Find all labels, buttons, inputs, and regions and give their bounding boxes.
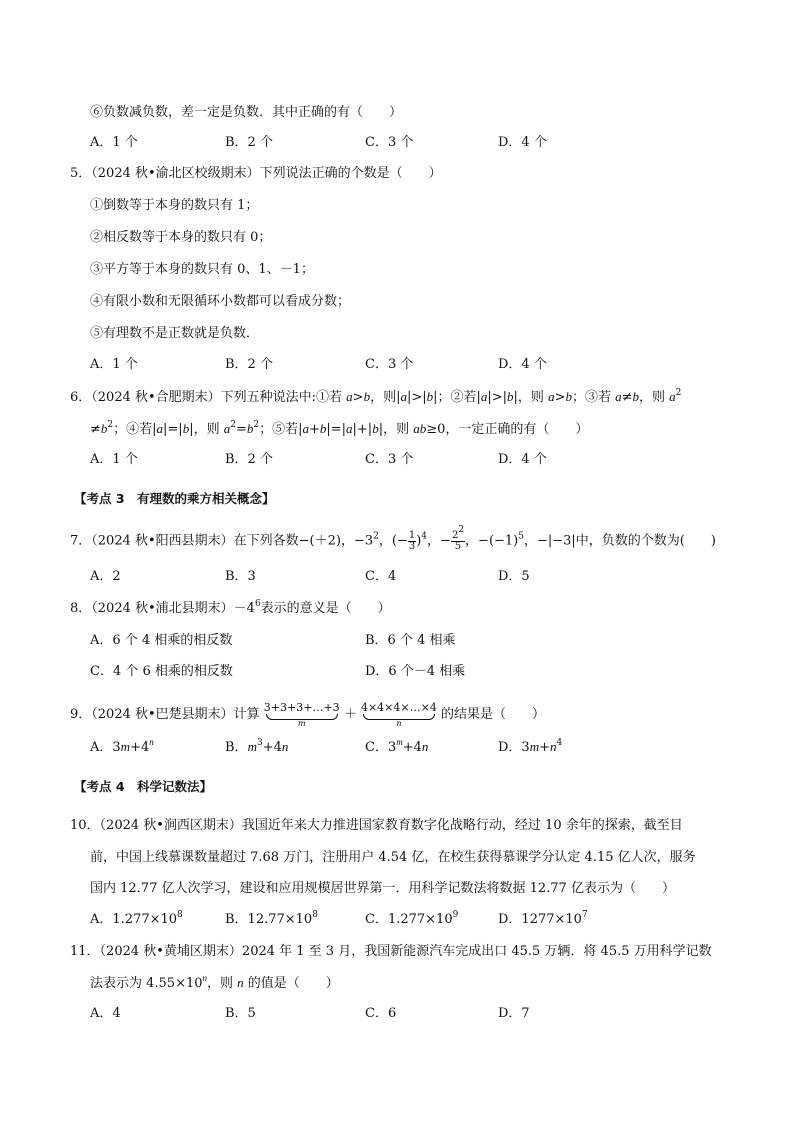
q6-stem-line1: 6．（2024 秋•合肥期末）下列五种说法中:①若 a>b，则|a|>|b|；②若|a|>|b|，则 a>b；③若 a≠b，则 $a^2$ [70,388,682,405]
q7-options [90,568,730,586]
option-a: A．1 个 [90,452,138,467]
option-c: C．6 [365,1006,397,1021]
option-a: A．2 [90,569,121,584]
section-heading-4: 【考点 4 科学记数法】 [74,779,213,794]
q5-stem: 5．（2024 秋•渝北区校级期末）下列说法正确的个数是（ ） [70,166,442,181]
option-d: D．4 个 [498,452,547,467]
q5-options [90,356,730,374]
option-b: B．5 [225,1006,256,1021]
q4-item-6: ⑥负数减负数，差一定是负数．其中正确的有（ ） [90,105,403,120]
option-b: B．2 个 [225,135,273,150]
q8-option-a: A．6 个 4 相乘的相反数 [90,633,233,648]
q9-stem: 9．（2024 秋•巴楚县期末）计算 3+3+3+…+3 m ＋ 4×4×4×…×4 n 的结果是（ ） [70,701,545,728]
option-c: C．3 个 [365,357,414,372]
q10-options [90,911,730,929]
option-d: D．5 [498,569,530,584]
option-b: B．2 个 [225,357,273,372]
q8-option-d: D．6 个－4 相乘 [365,664,466,679]
option-d: D．$1277\times 10^7$ [498,910,588,927]
option-c: C．$1.277\times 10^9$ [365,910,459,927]
q5-item-1: ①倒数等于本身的数只有 1； [90,198,259,213]
option-b: B．2 个 [225,452,273,467]
q7-stem: 7．（2024 秋•阳西县期末）在下列各数−(＋2)，$-3^2$，(− $\frac{1}{3}$ )$^4$，− $\frac{2^2}{5}$ ，$-(-1)^5$，−|−3|中，负数的个数为( ) [70,525,716,552]
q8-option-b: B．6 个 4 相乘 [365,633,456,648]
q10-line3: 国内 12.77 亿人次学习，建设和应用规模居世界第一．用科学记数法将数据 12.77 亿表示为（ ） [90,881,675,896]
option-a: A．1 个 [90,135,138,150]
sum-expression: 3+3+3+…+3 m [263,701,340,728]
q5-item-3: ③平方等于本身的数只有 0、1、－1； [90,262,314,277]
option-d: D．4 个 [498,135,547,150]
option-b: B．$12.77\times 10^8$ [225,910,318,927]
q11-line1: 11．（2024 秋•黄埔区期末）2024 年 1 至 3 月，我国新能源汽车完成出口 45.5 万辆．将 45.5 万用科学记数 [70,944,712,959]
section-heading-3: 【考点 3 有理数的乘方相关概念】 [74,491,275,506]
option-a: A．$1.277\times 10^8$ [90,910,183,927]
q8-option-c: C．4 个 6 相乘的相反数 [90,664,233,679]
option-a: A．4 [90,1006,121,1021]
product-expression: 4×4×4×…×4 n [360,701,437,728]
option-a: A．$3m+4^n$ [90,737,154,755]
q11-line2: 法表示为 $4.55\times 10^n$，则 n 的值是（ ） [90,973,339,991]
q10-line1: 10．（2024 秋•涧西区期末）我国近年来大力推进国家教育数字化战略行动，经过 10 余年的探索，截至目 [70,818,683,833]
q9-options [90,738,730,756]
q10-line2: 前，中国上线慕课数量超过 7.68 万门，注册用户 4.54 亿，在校生获得慕课学分认定 4.15 亿人次，服务 [90,850,696,865]
option-d: D．7 [498,1006,530,1021]
q5-item-5: ⑤有理数不是正数就是负数． [90,326,260,341]
option-c: C．3 个 [365,452,414,467]
option-c: C．3 个 [365,135,414,150]
option-c: C．4 [365,569,397,584]
q5-item-2: ②相反数等于本身的数只有 0； [90,230,272,245]
q6-stem-line2: $\ne b^2$；④若|a|=|b|，则 $a^2=b^2$；⑤若|a+b|=|a|+|b|，则 ab≥0，一定正确的有（ ） [90,420,589,437]
q5-item-4: ④有限小数和无限循环小数都可以看成分数； [90,294,351,309]
option-a: A．1 个 [90,357,138,372]
q8-stem: 8．（2024 秋•浦北县期末）$-4^6$表示的意义是（ ） [70,599,391,616]
option-b: B．$m^3+4n$ [225,738,289,755]
option-d: D．$3m+n^4$ [498,738,563,755]
q4-options [90,134,730,152]
option-c: C．$3^m+4n$ [365,737,429,755]
q11-options [90,1005,730,1023]
option-d: D．4 个 [498,357,547,372]
q6-options [90,451,730,469]
option-b: B．3 [225,569,256,584]
